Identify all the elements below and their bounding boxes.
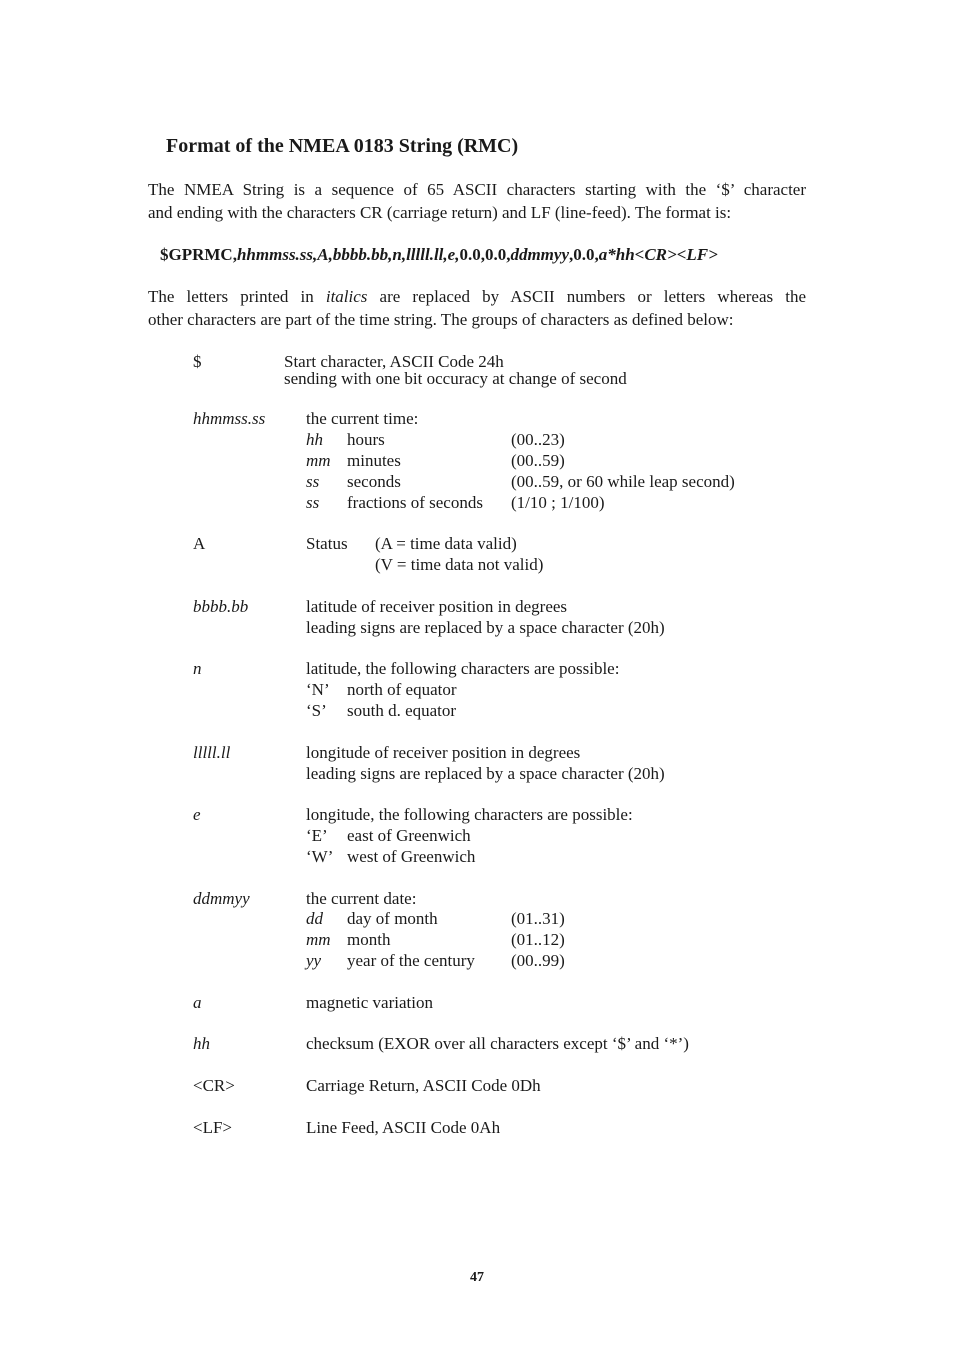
section-title: Format of the NMEA 0183 String (RMC) — [166, 135, 519, 157]
def-key-ew: e — [193, 805, 201, 824]
format-string — [160, 245, 718, 265]
date-name-day: day of month — [347, 909, 438, 928]
format-part-1: $GPRMC, — [160, 245, 237, 264]
date-range-month: (01..12) — [511, 930, 565, 949]
format-part-4: ddmmyy — [510, 245, 569, 264]
def-key-time: hhmmss.ss — [193, 409, 266, 428]
def-ns-head: latitude, the following characters are possible: — [306, 659, 620, 678]
def-key-longitude: lllll.ll — [193, 743, 231, 762]
format-part-2: hhmmss.ss,A,bbbb.bb,n,lllll.ll,e, — [236, 245, 460, 264]
def-key-date: ddmmyy — [193, 889, 250, 908]
time-name-seconds: seconds — [347, 472, 401, 491]
time-range-fractions: (1/10 ; 1/100) — [511, 493, 605, 512]
intro-line-1: The NMEA String is a sequence of 65 ASCII characters starting with the ‘$’ character — [148, 180, 806, 199]
def-ew-head: longitude, the following characters are possible: — [306, 805, 633, 824]
ew-char-w: ‘W’ — [306, 847, 334, 866]
def-dollar-line-2: sending with one bit occuracy at change of second — [284, 369, 627, 388]
time-sym-ss-fraction: ss — [306, 493, 320, 512]
def-key-lf: <LF> — [193, 1118, 233, 1137]
def-key-magvar: a — [193, 993, 202, 1012]
italics-line-1 — [148, 285, 806, 308]
def-key-latitude: bbbb.bb — [193, 597, 249, 616]
ns-char-s: ‘S’ — [306, 701, 327, 720]
def-latitude-line-1: latitude of receiver position in degrees — [306, 597, 568, 616]
format-part-3: 0.0,0.0, — [459, 245, 511, 264]
date-range-day: (01..31) — [511, 909, 565, 928]
def-dollar-line-1: Start character, ASCII Code 24h — [284, 352, 504, 371]
ns-char-n: ‘N’ — [306, 680, 330, 699]
ns-text-north: north of equator — [347, 680, 457, 699]
intro-line-2: and ending with the characters CR (carriage return) and LF (line-feed). The format is: — [148, 203, 732, 222]
italics-paragraph — [148, 285, 806, 331]
format-part-5: ,0.0, — [569, 245, 599, 264]
ew-char-e: ‘E’ — [306, 826, 328, 845]
ew-text-east: east of Greenwich — [347, 826, 471, 845]
ew-text-west: west of Greenwich — [347, 847, 476, 866]
time-range-hours: (00..23) — [511, 430, 565, 449]
format-part-6: a*hh<CR><LF> — [598, 245, 718, 264]
def-magvar: magnetic variation — [306, 993, 433, 1012]
date-sym-mm: mm — [306, 930, 331, 949]
date-range-year: (00..99) — [511, 951, 565, 970]
date-sym-yy: yy — [306, 951, 322, 970]
def-key-checksum: hh — [193, 1034, 210, 1053]
italics-text-c: are replaced by ASCII numbers or letters whereas the — [367, 287, 806, 306]
time-name-hours: hours — [347, 430, 385, 449]
def-lf: Line Feed, ASCII Code 0Ah — [306, 1118, 501, 1137]
page-number: 47 — [470, 1270, 484, 1285]
def-key-cr: <CR> — [193, 1076, 235, 1095]
def-longitude-line-1: longitude of receiver position in degrees — [306, 743, 581, 762]
status-not-valid: (V = time data not valid) — [375, 555, 544, 574]
time-sym-ss: ss — [306, 472, 320, 491]
time-sym-hh: hh — [306, 430, 323, 449]
time-sym-mm: mm — [306, 451, 331, 470]
date-name-month: month — [347, 930, 391, 949]
italics-word: italics — [325, 287, 368, 306]
italics-text-a: The letters printed in — [148, 287, 326, 306]
status-label: Status — [306, 534, 348, 553]
time-range-seconds: (00..59, or 60 while leap second) — [511, 472, 735, 491]
intro-paragraph — [148, 178, 806, 224]
ns-text-south: south d. equator — [347, 701, 457, 720]
def-key-status: A — [193, 534, 206, 553]
def-cr: Carriage Return, ASCII Code 0Dh — [306, 1076, 541, 1095]
def-latitude-line-2: leading signs are replaced by a space character (20h) — [306, 618, 665, 637]
time-name-minutes: minutes — [347, 451, 401, 470]
date-name-year: year of the century — [347, 951, 475, 970]
def-key-ns: n — [193, 659, 202, 678]
def-time-head: the current time: — [306, 409, 419, 428]
time-range-minutes: (00..59) — [511, 451, 565, 470]
italics-line-2: other characters are part of the time string. The groups of characters as defined below: — [148, 310, 734, 329]
date-sym-dd: dd — [306, 909, 323, 928]
status-valid: (A = time data valid) — [375, 534, 517, 553]
def-date-head: the current date: — [306, 889, 417, 908]
def-longitude-line-2: leading signs are replaced by a space character (20h) — [306, 764, 665, 783]
def-checksum: checksum (EXOR over all characters except ‘$’ and ‘*’) — [306, 1034, 689, 1053]
def-key-dollar: $ — [193, 352, 202, 371]
time-name-fractions: fractions of seconds — [347, 493, 483, 512]
